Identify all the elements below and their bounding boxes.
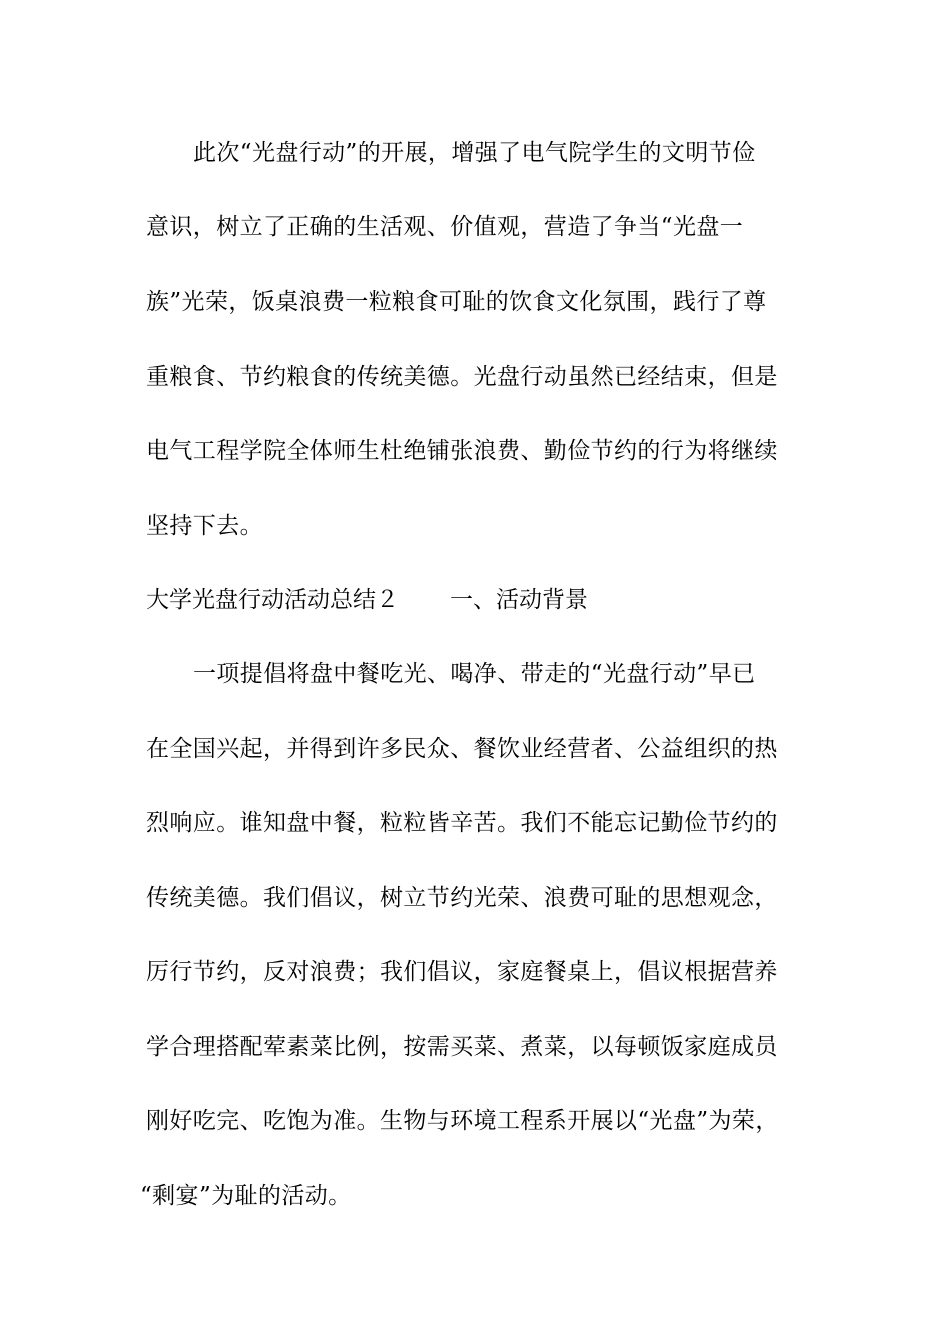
section-title: 大学光盘行动活动总结２	[146, 587, 399, 613]
section-subtitle: 一、活动背景	[450, 587, 588, 613]
paragraph2-line-6: 学合理搭配荤素菜比例，按需买菜、煮菜，以每顿饭家庭成员	[146, 1034, 778, 1060]
paragraph2-line-3: 烈响应。谁知盘中餐，粒粒皆辛苦。我们不能忘记勤俭节约的	[146, 810, 778, 836]
paragraph1-line-2: 意识，树立了正确的生活观、价值观，营造了争当“光盘一	[146, 214, 744, 240]
paragraph2-line-7: 刚好吃完、吃饱为准。生物与环境工程系开展以“光盘”为荣，	[146, 1108, 779, 1134]
paragraph1-line-4: 重粮食、节约粮食的传统美德。光盘行动虽然已经结束，但是	[146, 364, 778, 390]
paragraph1-line-3: 族”光荣，饭桌浪费一粒粮食可耻的饮食文化氛围，践行了尊	[146, 289, 767, 315]
paragraph1-line-6: 坚持下去。	[146, 513, 263, 539]
paragraph2-line-5: 厉行节约，反对浪费；我们倡议，家庭餐桌上，倡议根据营养	[146, 959, 778, 985]
paragraph2-line-2: 在全国兴起，并得到许多民众、餐饮业经营者、公益组织的热	[146, 736, 778, 762]
paragraph1-line-1: 此次“光盘行动”的开展，增强了电气院学生的文明节俭	[193, 140, 756, 166]
paragraph1-line-5: 电气工程学院全体师生杜绝铺张浪费、勤俭节约的行为将继续	[146, 438, 778, 464]
paragraph2-line-8: “剩宴”为耻的活动。	[140, 1183, 352, 1209]
paragraph2-line-1: 一项提倡将盘中餐吃光、喝净、带走的“光盘行动”早已	[193, 661, 756, 687]
paragraph2-line-4: 传统美德。我们倡议，树立节约光荣、浪费可耻的思想观念，	[146, 885, 778, 911]
